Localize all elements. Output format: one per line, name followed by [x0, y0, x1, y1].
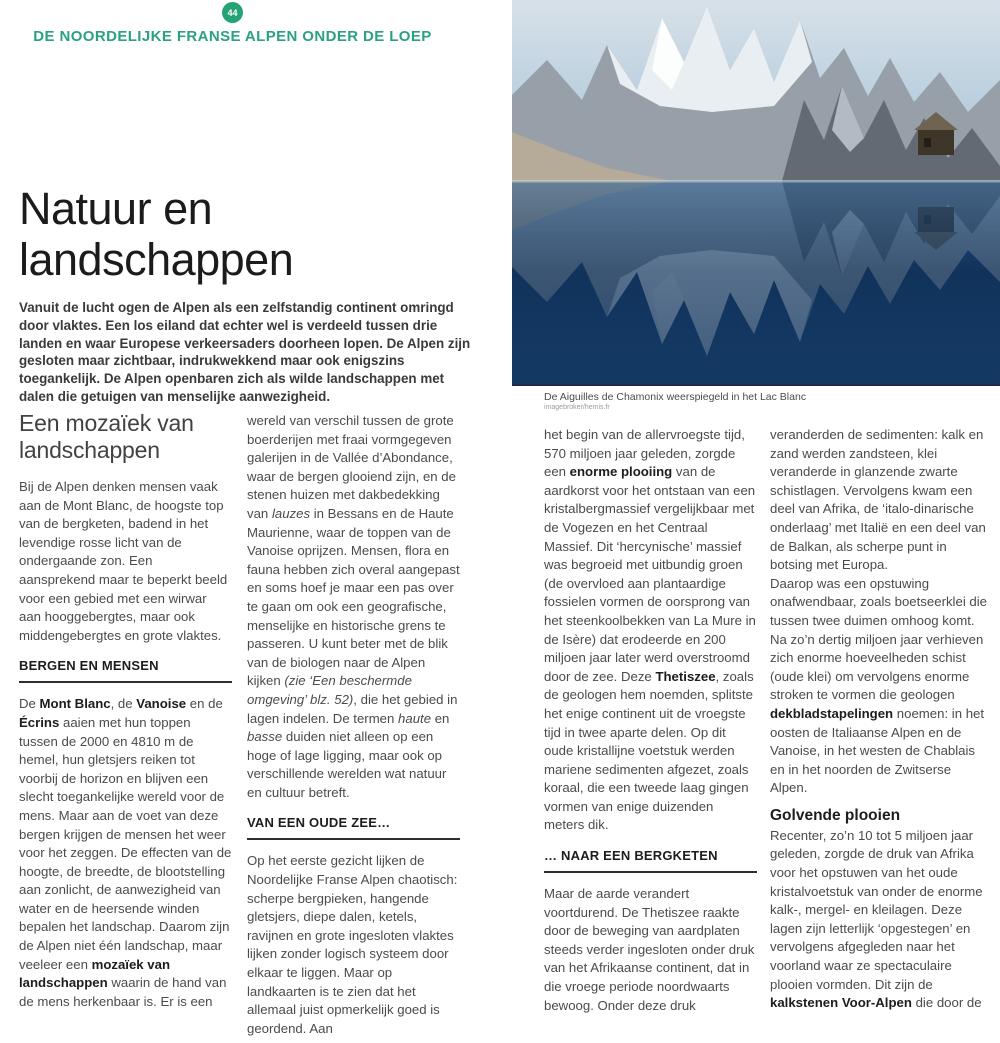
body-paragraph: Op het eerste gezicht lijken de Noordelijke Franse Alpen chaotisch: scherpe bergpieken, hangende gletsjers, diepe dalen, ketels, ravijnen en grote ingesloten vlaktes lijken zonder logisch systeem door elkaar te liggen. Maar op landkaarten is te zien dat het allemaal juist opmerkelijk goed is geordend. Aan — [247, 853, 458, 1036]
photo-caption: De Aiguilles de Chamonix weerspiegeld in het Lac Blanc — [544, 391, 807, 403]
body-paragraph: wereld van verschil tussen de grote boerderijen met fraai vormgegeven galerijen in de Vallée d’Abondance, waar de bergen glooiend zijn, en de stenen huizen met dakbedekking van lauzes in Bessans en de Haute Maurienne, waar de toppen van de Vanoise oprijzen. Mensen, flora en fauna hebben zich overal aangepast en soms hoef je maar een pas over te gaan om ook een geografische, menselijke en historische grens te passeren. U kunt beter met de blik van de biologen naar de Alpen kijken (zie ‘Een beschermde omgeving’ blz. 52), die het gebied in lagen indelen. De termen haute en basse duiden niet alleen op een hoge of lage ligging, maar ook op verschillende werelden wat natuur en cultuur betreft. — [247, 413, 460, 800]
subheading-van-een-oude-zee: VAN EEN OUDE ZEE… — [247, 815, 460, 840]
body-paragraph: Maar de aarde verandert voortdurend. De Thetiszee raakte door de beweging van aardplaten steeds verder ingesloten onder druk van het Afrikaanse continent, dat in die vroege periode noordwaarts bewoog. Onder deze druk — [544, 886, 755, 1013]
page-number-badge: 44 — [222, 2, 243, 23]
section-heading-line2: landschappen — [19, 437, 160, 463]
text-column-4 — [770, 426, 989, 1018]
article-title-line2: landschappen — [19, 234, 294, 285]
article-title — [19, 183, 499, 285]
body-paragraph: het begin van de allervroegste tijd, 570 miljoen jaar geleden, zorgde een enorme plooiing van de aardkorst voor het ontstaan van een kristalbergmassief vergelijkbaar met de Vogezen en het Centraal Massief. Dit ‘hercynische’ massief was begroeid met uitbundig groen (de overvloed aan plantaardige fossielen vormen de oorsprong van het steenkoolbekken van La Mure in de Isère) dat erodeerde en 200 miljoen jaar later werd overstroomd door de zee. Deze Thetiszee, zoals de geologen hem noemden, splitste het enige continent uit de vroegste tijd in twee aparte delen. Op dit oude kristallijne voetstuk werden mariene sedimenten afgezet, zoals koraal, die een tweede laag gingen vormen van enige duizenden meters dik. — [544, 427, 756, 833]
article-photo — [512, 0, 1000, 386]
text-column-1 — [19, 410, 232, 1016]
article-title-line1: Natuur en — [19, 183, 213, 234]
body-paragraph: Recenter, zo’n 10 tot 5 miljoen jaar geleden, zorgde de druk van Afrika voor het opstuwen van het oude kristalvoetstuk van onder de enorme kalk-, mergel- en kleilagen. Deze lagen zijn letterlijk ‘opgestegen’ en vervolgens afgegleden naar het voorland waar ze spectaculaire plooien vormden. Dit zijn de kalkstenen Voor-Alpen die door de — [770, 827, 983, 1011]
section-kicker: DE NOORDELIJKE FRANSE ALPEN ONDER DE LOEP — [33, 28, 432, 45]
subheading-naar-een-bergketen: … NAAR EEN BERGKETEN — [544, 848, 757, 873]
subheading-golvende-plooien: Golvende plooien — [770, 806, 901, 824]
body-paragraph: veranderden de sedimenten: kalk en zand werden zandsteen, klei veranderde in glanzende zwarte schistlagen. Vervolgens kwam een deel van Afrika, de ‘italo-dinarische onderlaag’ met Italië en een deel van de Balkan, als scherpe punt in botsing met Europa. — [770, 427, 986, 573]
body-paragraph: Daarop was een opstuwing onafwendbaar, zoals boetseerklei die tussen twee duimen omhoog komt. Na zo’n dertig miljoen jaar verhieven zich enorme hoeveelheden schist (oude klei) om vervolgens enorme stroken te vormen die geologen dekbladstapelingen noemen: in het oosten de Italiaanse Alpen en de Vanoise, in het westen de Chablais en in het noorden de Zwitserse Alpen. — [770, 575, 988, 796]
body-paragraph: Bij de Alpen denken mensen vaak aan de Mont Blanc, de hoogste top van de bergketen, badend in het levendige rosse licht van de ondergaande zon. Een aansprekend maar te beperkt beeld voor een gebied met een wirwar aan hooggebergtes, maar ook middengebergtes en grote vlaktes. — [19, 479, 228, 643]
photo-credit: imagebroker/hemis.fr — [544, 404, 610, 411]
section-heading-line1: Een mozaïek van — [19, 410, 194, 436]
subheading-bergen-en-mensen: BERGEN EN MENSEN — [19, 658, 232, 683]
intro-paragraph: Vanuit de lucht ogen de Alpen als een zelfstandig continent omringd door vlaktes. Een los eiland dat echter wel is verdeeld tussen drie landen en waar Europese verkeersaders doorheen lopen. De Alpen zijn gesloten maar zichtbaar, indrukwekkend maar ook enigszins toegankelijk. De Alpen openbaren zich als wilde landschappen met dalen die getuigen van menselijke aanwezigheid. — [19, 300, 471, 404]
mountain-lake-photo-illustration — [512, 0, 1000, 384]
text-column-3 — [544, 426, 757, 1020]
body-paragraph: De Mont Blanc, de Vanoise en de Écrins aaien met hun toppen tussen de 2000 en 4810 m de hemel, hun gletsjers reiken tot voorbij de horizon en blijven een slecht toegankelijke wereld voor de mens. Maar aan de voet van deze bergen krijgen de mensen het weer voor het zeggen. De effecten van de hoogte, de breedte, de blootstelling aan zonlicht, de aanwezigheid van water en de heersende winden bepalen het landschap. Daarom zijn de Alpen niet één landschap, maar veeleer een mozaïek van landschappen waarin de hand van de mens herkenbaar is. Er is een — [19, 696, 232, 1009]
section-heading — [19, 410, 232, 464]
text-column-2 — [247, 412, 460, 1043]
